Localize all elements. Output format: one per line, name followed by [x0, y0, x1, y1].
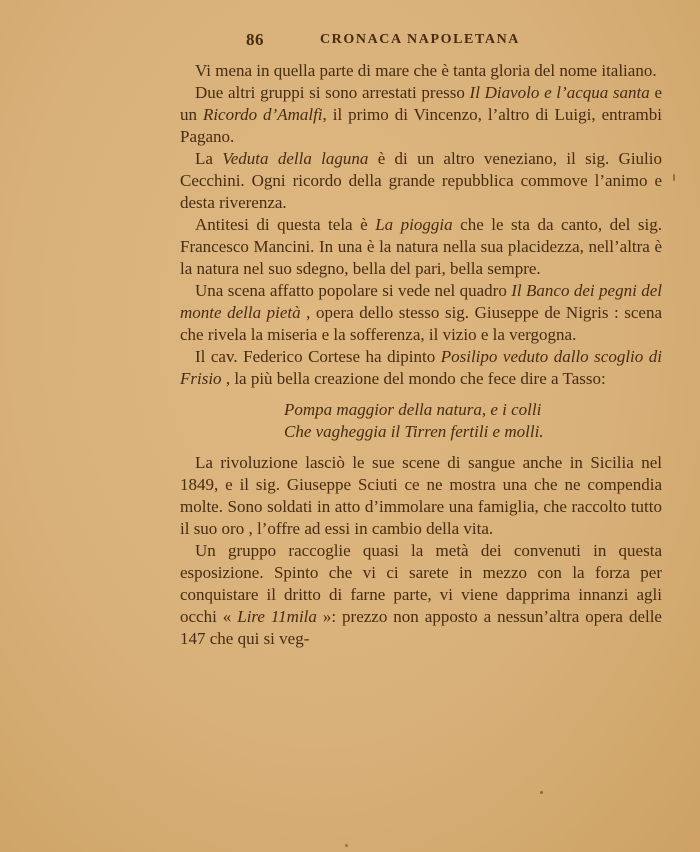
- paragraph-5: Una scena affatto popolare si vede nel quadro Il Banco dei pegni del monte della pietà , opera dello stesso sig. Giuseppe de Nigris : scena che rivela la miseria e la sofferenza, il vizio e la vergogna.: [180, 281, 662, 344]
- paragraph-6: Il cav. Federico Cortese ha dipinto Posilipo veduto dallo scoglio di Frisio , la più bella creazione del mondo che fece dire a Tasso:: [180, 347, 662, 388]
- paragraph-1: Vi mena in quella parte di mare che è tanta gloria del nome italiano.: [195, 61, 657, 80]
- verse-line-2: Che vagheggia il Tirren fertili e molli.: [284, 422, 544, 441]
- verse-line-1: Pompa maggior della natura, e i colli: [284, 400, 542, 419]
- paragraph-8: Un gruppo raccoglie quasi la metà dei convenuti in questa esposizione. Spinto che vi ci sarete in mezzo con la forza per conquistare il dritto di farne parte, vi viene dapprima innanzi agli occhi « Lire 11mila »: prezzo non apposto a nessun’altra opera delle 147 che qui si veg-: [180, 541, 662, 648]
- ink-speck: [540, 791, 543, 794]
- verse-quote: [284, 399, 662, 443]
- paragraph-2: Due altri gruppi si sono arrestati presso Il Diavolo e l’acqua santa e un Ricordo d’Amalfi, il primo di Vincenzo, l’altro di Luigi, entrambi Pagano.: [180, 83, 663, 146]
- paragraph-7: La rivoluzione lasciò le sue scene di sangue anche in Sicilia nel 1849, e il sig. Giuseppe Sciuti ce ne mostra una che ne compendia molte. Sono soldati in atto d’immolare una famiglia, che raccolto tutto il suo oro , l’offre ad essi in cambio della vita.: [180, 453, 662, 538]
- paragraph-4: Antitesi di questa tela è La pioggia che le sta da canto, del sig. Francesco Mancini. In una è la natura nella sua placidezza, nell’altra è la natura nel suo sdegno, bella del pari, bella sempre.: [180, 215, 662, 278]
- paragraph-3: La Veduta della laguna è di un altro veneziano, il sig. Giulio Cecchini. Ogni ricordo della grande repubblica commove l’animo e desta riverenza.: [180, 149, 662, 212]
- text-block: [180, 60, 662, 650]
- ink-speck: [673, 174, 675, 181]
- ink-speck: [345, 844, 348, 847]
- page-header: [180, 30, 660, 52]
- page-number: 86: [246, 30, 264, 49]
- running-header: CRONACA NAPOLETANA: [319, 32, 521, 47]
